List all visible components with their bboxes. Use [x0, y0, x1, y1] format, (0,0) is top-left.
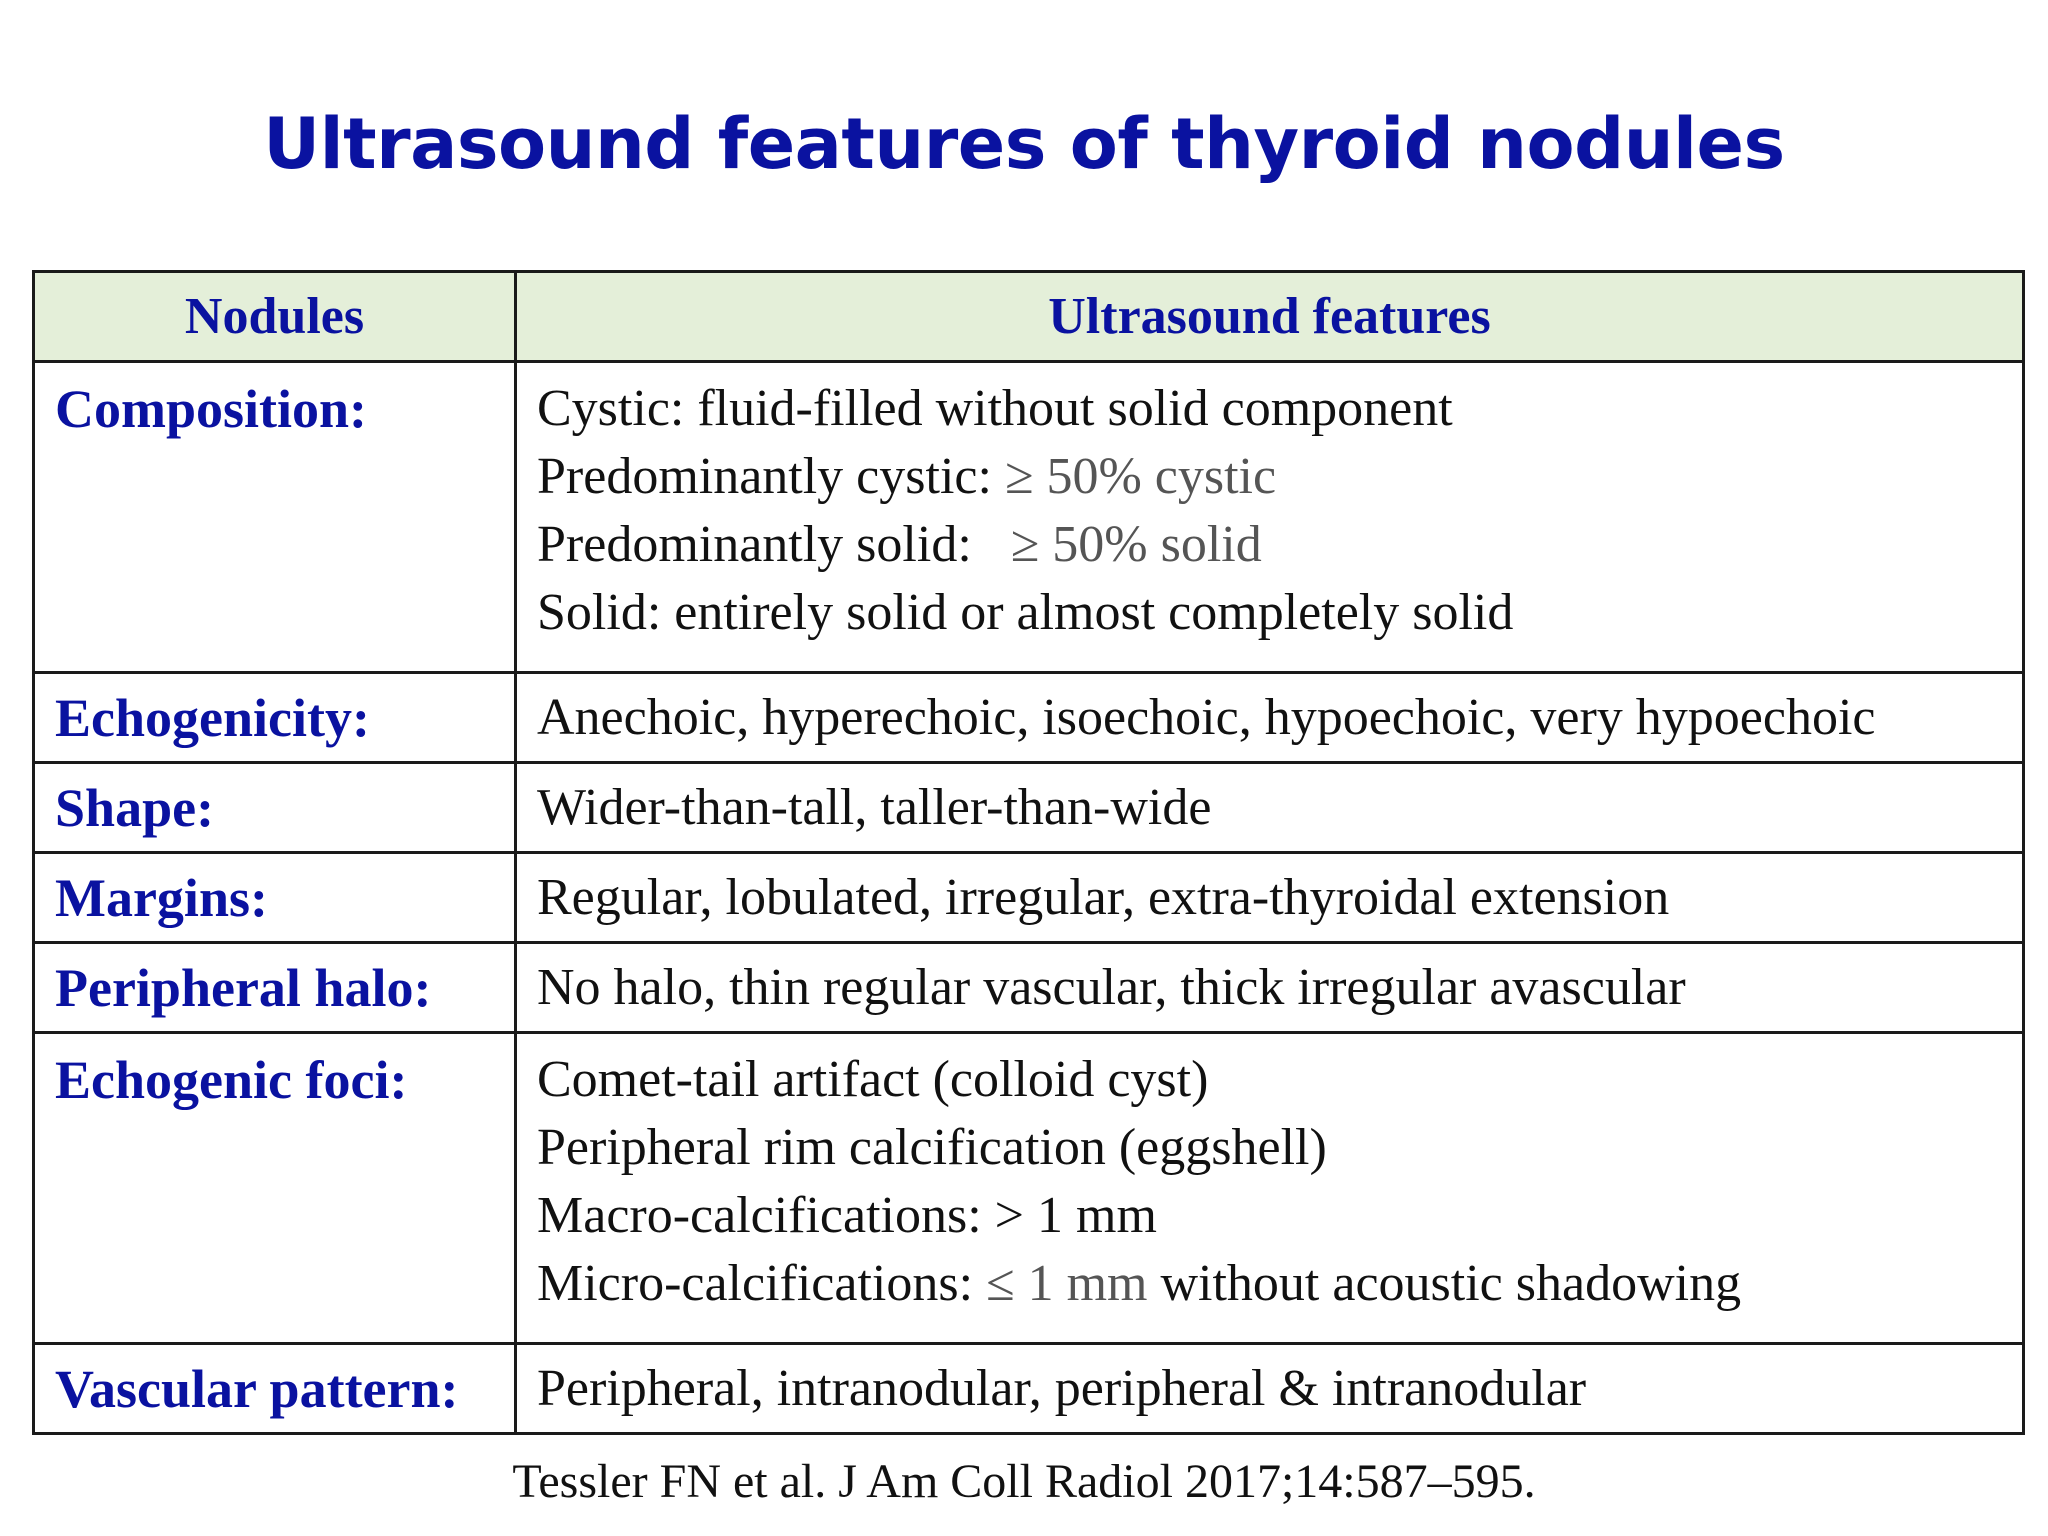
- desc-threshold: ≥ 50% solid: [1010, 516, 1262, 573]
- row-label-peripheral-halo: Peripheral halo:: [34, 943, 516, 1033]
- desc-line: [537, 1250, 2022, 1318]
- row-label-echogenicity: Echogenicity:: [34, 673, 516, 763]
- desc-text: Predominantly solid:: [537, 516, 1011, 573]
- row-label-vascular-pattern: Vascular pattern:: [34, 1344, 516, 1434]
- table-row-peripheral-halo: [34, 943, 2024, 1033]
- table-header-row: [34, 272, 2024, 362]
- table-row-margins: [34, 853, 2024, 943]
- row-label-shape: Shape:: [34, 763, 516, 853]
- row-desc-vascular-pattern: Peripheral, intranodular, peripheral & intranodular: [516, 1344, 2024, 1434]
- row-desc-echogenicity: Anechoic, hyperechoic, isoechoic, hypoechoic, very hypoechoic: [516, 673, 2024, 763]
- desc-line: [537, 511, 2022, 579]
- table-row-echogenic-foci: [34, 1033, 2024, 1344]
- desc-line: Solid: entirely solid or almost completely solid: [537, 584, 1514, 641]
- desc-threshold: ≥ 50% cystic: [1004, 448, 1277, 505]
- header-ultrasound-features: Ultrasound features: [516, 272, 2024, 362]
- table-row-composition: [34, 362, 2024, 673]
- row-desc-shape: Wider-than-tall, taller-than-wide: [516, 763, 2024, 853]
- desc-text: Micro-calcifications:: [537, 1255, 987, 1312]
- table-row-shape: [34, 763, 2024, 853]
- desc-text: Predominantly cystic:: [537, 448, 1005, 505]
- row-label-composition: Composition:: [34, 362, 516, 673]
- table-row-vascular-pattern: [34, 1344, 2024, 1434]
- desc-threshold: ≤ 1 mm: [986, 1255, 1148, 1312]
- row-desc-echogenic-foci: [516, 1033, 2024, 1344]
- desc-text: without acoustic shadowing: [1147, 1255, 1742, 1312]
- header-nodules: Nodules: [34, 272, 516, 362]
- desc-line: Macro-calcifications: > 1 mm: [537, 1187, 1157, 1244]
- desc-line: Cystic: fluid-filled without solid component: [537, 380, 1453, 437]
- desc-line: Peripheral rim calcification (eggshell): [537, 1119, 1327, 1176]
- row-desc-peripheral-halo: No halo, thin regular vascular, thick irregular avascular: [516, 943, 2024, 1033]
- features-table: [32, 270, 2025, 1435]
- citation: Tessler FN et al. J Am Coll Radiol 2017;14:587–595.: [512, 1455, 1536, 1508]
- row-desc-margins: Regular, lobulated, irregular, extra-thyroidal extension: [516, 853, 2024, 943]
- desc-line: Comet-tail artifact (colloid cyst): [537, 1051, 1209, 1108]
- row-label-margins: Margins:: [34, 853, 516, 943]
- table-row-echogenicity: [34, 673, 2024, 763]
- slide-title: Ultrasound features of thyroid nodules: [263, 103, 1785, 185]
- desc-line: [537, 443, 2022, 511]
- row-label-echogenic-foci: Echogenic foci:: [34, 1033, 516, 1344]
- row-desc-composition: [516, 362, 2024, 673]
